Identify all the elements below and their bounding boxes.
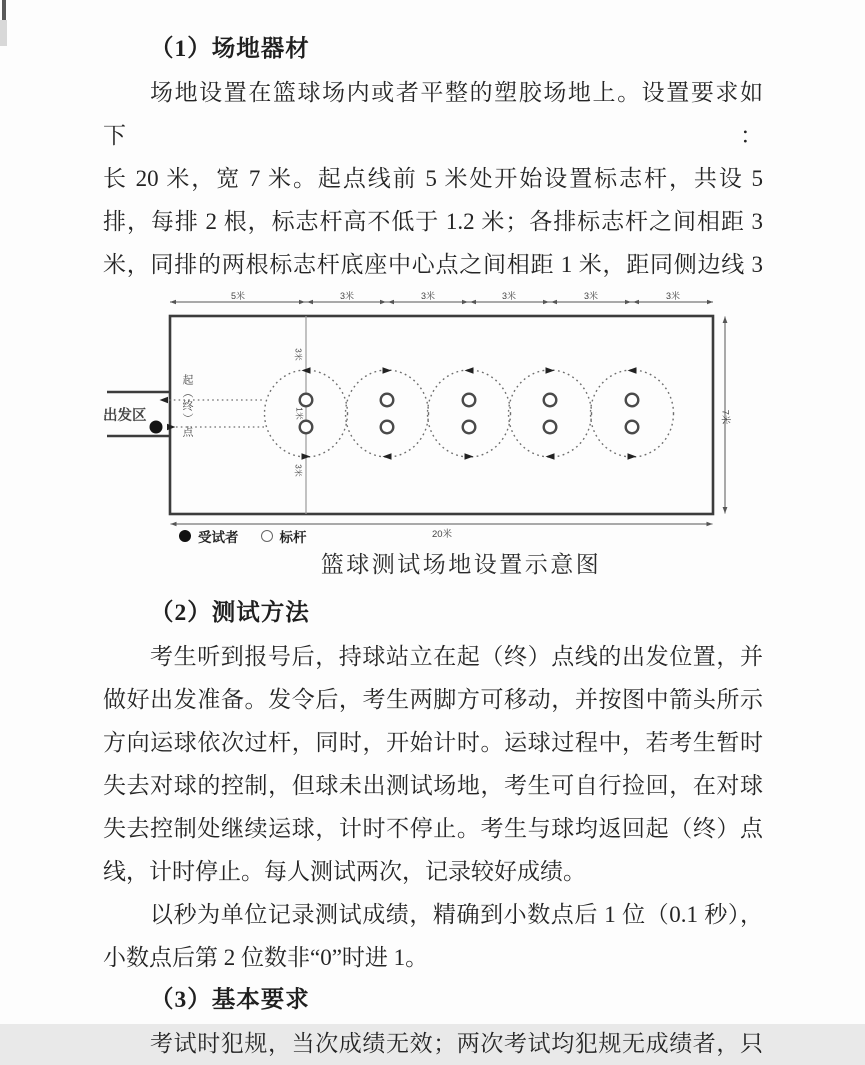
scan-artifact xyxy=(2,0,6,20)
body-line: 做好出发准备。发令后，考生两脚方可移动，并按图中箭头所示 xyxy=(103,687,763,712)
section-2-heading: （2）测试方法 xyxy=(150,600,310,626)
slalom-circles xyxy=(265,370,674,457)
subject-dot xyxy=(150,421,163,434)
dim-label-20m: 20米 xyxy=(431,529,453,540)
start-area-label: 出发区 xyxy=(103,408,147,424)
dim-label-7m: 7米 xyxy=(719,409,731,425)
body-line: 线，计时停止。每人测试两次，记录较好成绩。 xyxy=(103,859,586,884)
legend-subject-label: 受试者 xyxy=(198,530,239,545)
body-line: 考试时犯规，当次成绩无效；两次考试均犯规无成绩者，只 xyxy=(150,1031,763,1056)
marker-poles xyxy=(300,394,639,434)
dim-label-1m: 1米 xyxy=(294,407,304,420)
subject-dot-icon xyxy=(179,530,191,542)
dim-label-3m: 3米 xyxy=(339,291,354,301)
body-line: 米，同排的两根标志杆底座中心点之间相距 1 米，距同侧边线 3 xyxy=(103,252,763,277)
scan-artifact xyxy=(0,20,7,46)
dim-label-3m: 3米 xyxy=(420,291,435,301)
body-line: 考生听到报号后，持球站立在起（终）点线的出发位置，并 xyxy=(150,644,763,669)
direction-arrows xyxy=(302,367,637,460)
body-line: 长 20 米，宽 7 米。起点线前 5 米处开始设置标志杆，共设 5 xyxy=(103,166,763,191)
dim-label-3m-top: 3米 xyxy=(293,348,303,361)
return-arrow xyxy=(160,397,169,403)
legend-pole-label: 标杆 xyxy=(279,530,307,545)
pole-dot-icon xyxy=(261,530,273,542)
section-1-heading: （1）场地器材 xyxy=(150,36,310,62)
body-line: 场地设置在篮球场内或者平整的塑胶场地上。设置要求如下： xyxy=(103,80,763,148)
body-line: 排，每排 2 根，标志杆高不低于 1.2 米；各排标志杆之间相距 3 xyxy=(103,209,763,234)
dim-label-3m: 3米 xyxy=(665,291,680,301)
body-line: 失去控制处继续运球，计时不停止。考生与球均返回起（终）点 xyxy=(103,816,763,841)
dim-label-3m: 3米 xyxy=(583,291,598,301)
field-outline xyxy=(170,316,713,514)
field-diagram xyxy=(95,292,755,544)
body-line: 以秒为单位记录测试成绩，精确到小数点后 1 位（0.1 秒）， xyxy=(150,902,763,927)
dim-label-3m-bottom: 3米 xyxy=(293,464,303,477)
section-3-heading: （3）基本要求 xyxy=(150,987,310,1013)
body-line: 失去对球的控制，但球未出测试场地，考生可自行捡回，在对球 xyxy=(103,773,763,798)
legend-item-pole xyxy=(261,526,307,546)
body-line: 小数点后第 2 位数非“0”时进 1。 xyxy=(103,945,429,970)
figure-caption: 篮球测试场地设置示意图 xyxy=(320,552,602,577)
dim-label-5m: 5米 xyxy=(230,291,245,301)
body-line: 方向运球依次过杆，同时，开始计时。运球过程中，若考生暂时 xyxy=(103,730,763,755)
legend-item-subject xyxy=(179,526,239,546)
start-finish-line-label: 起（终）点 xyxy=(181,374,193,439)
dim-label-3m: 3米 xyxy=(501,291,516,301)
figure-legend xyxy=(179,526,307,546)
